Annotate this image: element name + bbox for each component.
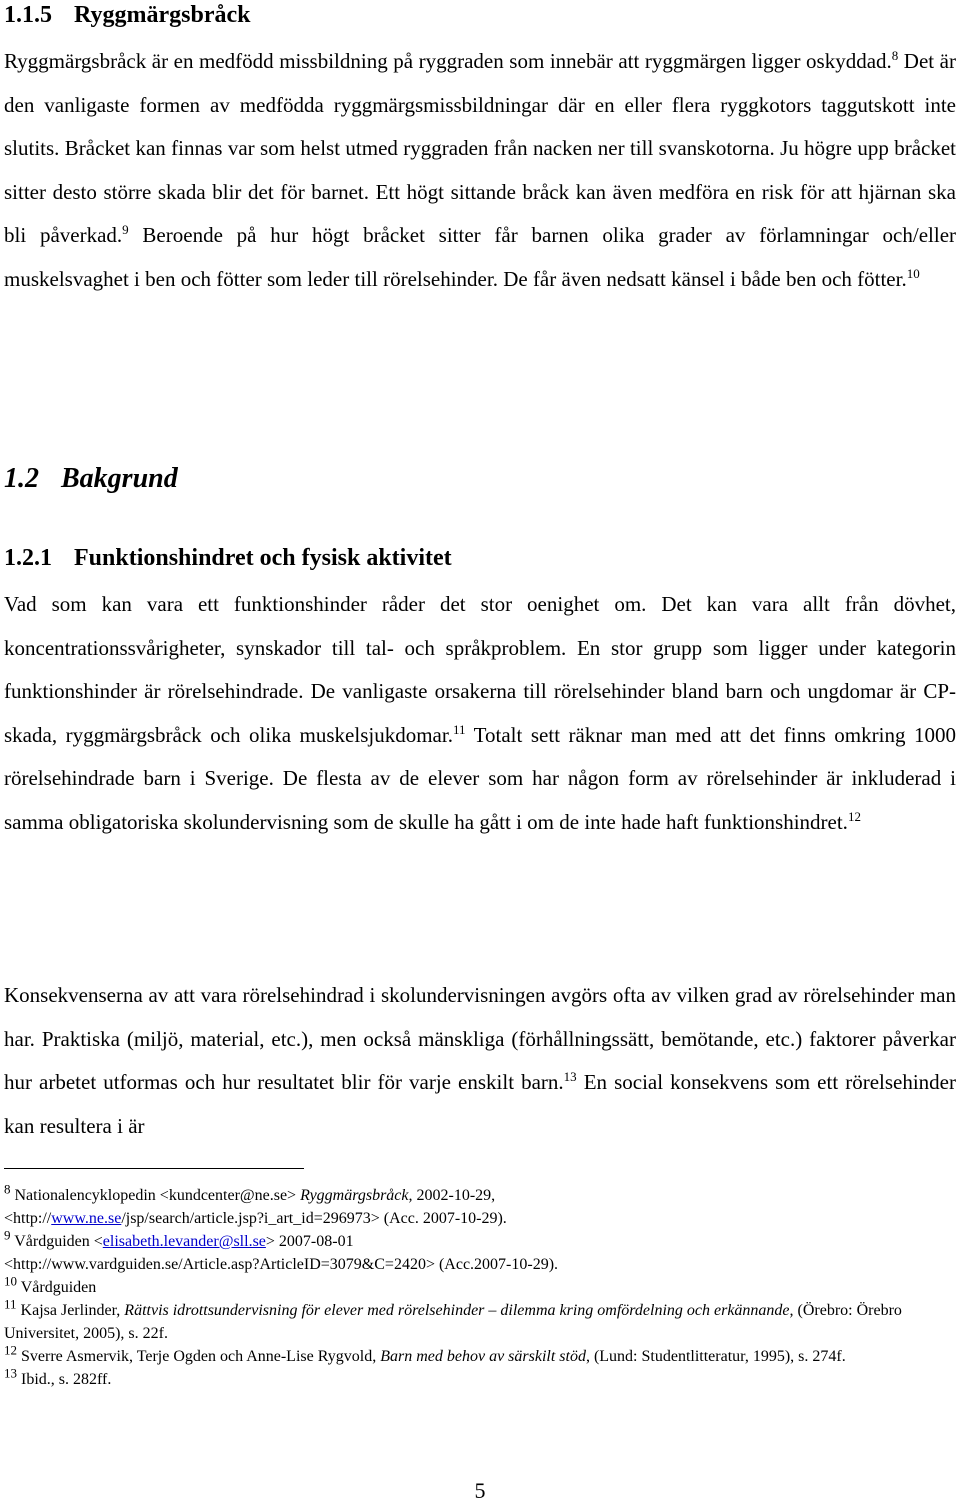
paragraph-konsekvenser <box>4 974 956 1148</box>
footnote-number: 9 <box>4 1227 11 1243</box>
footnote-ref-13: 13 <box>563 1069 577 1084</box>
text: 2002-10-29, <box>412 1187 496 1204</box>
footnote-ref-10: 10 <box>906 265 920 281</box>
title: Barn med behov av särskilt stöd <box>380 1348 586 1365</box>
footnote-number: 10 <box>4 1273 17 1289</box>
link-ne-se[interactable]: www.ne.se <box>51 1210 122 1227</box>
link-email[interactable]: elisabeth.levander@sll.se <box>102 1233 266 1250</box>
text: , (Lund: Studentlitteratur, 1995), s. 274f. <box>585 1348 846 1365</box>
title: Rättvis idrottsundervisning för elever med rörelsehinder – dilemma kring omfördelning och erkännande, <box>124 1302 794 1319</box>
heading-title: Funktionshindret och fysisk aktivitet <box>74 545 452 571</box>
footnote-number: 11 <box>4 1296 17 1312</box>
text: Vårdguiden <box>17 1279 97 1296</box>
text: Ibid., s. 282ff. <box>17 1371 112 1388</box>
footnotes <box>4 1181 956 1391</box>
footnote-13 <box>4 1365 956 1391</box>
paragraph-ryggmargsbrack <box>4 40 956 301</box>
footnote-11 <box>4 1296 956 1345</box>
heading-title: Ryggmärgsbråck <box>74 2 251 28</box>
footnote-number: 13 <box>4 1365 17 1381</box>
title: Ryggmärgsbråck, <box>300 1187 413 1204</box>
heading-1-1-5 <box>4 0 250 30</box>
text: (Örebro: Örebro Universitet, 2005), s. 22f. <box>4 1302 902 1342</box>
text: Vad som kan vara ett funktionshinder råder det stor oenighet om. Det kan vara allt från dövhet, koncentrationssvårigheter, synskador till tal- och språkproblem. En stor grupp som ligger under kategorin funktionshinder är rörelsehindrade. De vanligaste orsakerna till rörelsehinder bland barn och ungdomar är CP-skada, ryggmärgsbråck och olika muskelsjukdomar. <box>4 592 956 747</box>
text: Beroende på hur högt bråcket sitter får barnen olika grader av förlamningar och/eller muskelsvaghet i ben och fötter som leder till rörelsehinder. De får även nedsatt känsel i både ben och fötter. <box>4 223 957 291</box>
text: En social konsekvens som ett rörelsehinder kan resultera i är <box>4 1070 956 1138</box>
text: /jsp/search/article.jsp?i_art_id=296973> (Acc. 2007-10-29). <box>121 1210 507 1227</box>
heading-number: 1.2.1 <box>4 545 52 571</box>
text: > 2007-08-01 <box>265 1233 354 1250</box>
text: Kajsa Jerlinder, <box>16 1302 125 1319</box>
footnote-separator <box>4 1168 304 1169</box>
heading-number: 1.1.5 <box>4 2 52 28</box>
text: Totalt sett räknar man med att det finns omkring 1000 rörelsehindrade barn i Sverige. De flesta av de elever som har någon form av rörelsehinder är inkluderad i samma obligatoriska skolundervisning som de skulle ha gått i om de inte hade haft funktionshindret. <box>4 722 956 834</box>
footnote-ref-8: 8 <box>891 48 899 63</box>
footnote-number: 8 <box>4 1181 11 1197</box>
heading-number: 1.2 <box>4 463 39 494</box>
text: Ryggmärgsbråck är en medfödd missbildning på ryggraden som innebär att ryggmärgen ligger oskyddad. <box>4 49 892 73</box>
footnote-ref-11: 11 <box>452 721 466 737</box>
text: Sverre Asmervik, Terje Ogden och Anne-Lise Rygvold, <box>17 1348 381 1365</box>
text: <http:// <box>4 1210 52 1227</box>
footnote-number: 12 <box>4 1342 17 1358</box>
footnote-ref-12: 12 <box>847 808 861 824</box>
text: Det är den vanligaste formen av medfödda ryggmärgsmissbildningar där en eller flera ryggkotors taggutskott inte slutits. Bråcket kan finnas var som helst utmed ryggraden från nacken ner till svanskotorna. Ju högre upp bråcket sitter desto större skada blir det för barnet. Ett högt sittande bråck kan även medföra en risk för att hjärnan ska bli påverkad. <box>4 49 956 247</box>
page-number: 5 <box>474 1478 486 1503</box>
footnote-12 <box>4 1342 956 1368</box>
footnote-ref-9: 9 <box>122 222 129 237</box>
footnote-10 <box>4 1273 956 1299</box>
heading-1-2 <box>4 462 178 496</box>
text: Konsekvenserna av att vara rörelsehindrad i skolundervisningen avgörs ofta av vilken grad av rörelsehinder man har. Praktiska (miljö, material, etc.), men också mänskliga (förhållningssätt, bemötande, etc.) faktorer påverkar hur arbetet utformas och hur resultatet blir för varje enskilt barn. <box>4 983 956 1094</box>
paragraph-funktionshinder <box>4 583 956 844</box>
heading-1-2-1 <box>4 543 452 573</box>
text: <http://www.vardguiden.se/Article.asp?ArticleID=3079&C=2420> (Acc.2007-10-29). <box>4 1256 559 1273</box>
footnote-9 <box>4 1227 956 1276</box>
footnote-8 <box>4 1181 956 1230</box>
text: Nationalencyklopedin <kundcenter@ne.se> <box>10 1187 301 1204</box>
heading-title: Bakgrund <box>61 463 178 494</box>
text: Vårdguiden < <box>10 1233 103 1250</box>
